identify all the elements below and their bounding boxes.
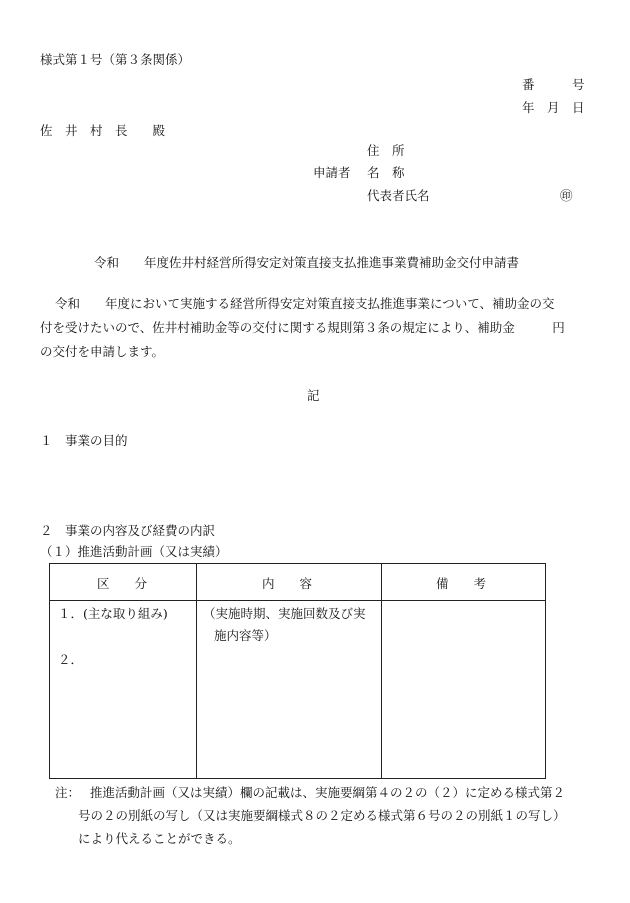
note-line-1: 推進活動計画（又は実績）欄の記載は、実施要綱第４の２の（２）に定める様式第２ xyxy=(90,785,566,800)
body-line-3: の交付を申請します。 xyxy=(40,344,165,359)
name-label: 名 称 xyxy=(367,165,405,180)
activity-plan-table xyxy=(49,563,546,779)
ki-heading: 記 xyxy=(307,388,320,403)
table-column-divider xyxy=(196,564,197,778)
document-title: 令和 年度佐井村経営所得安定対策直接支払推進事業費補助金交付申請書 xyxy=(94,255,520,270)
form-number-label: 様式第１号（第３条関係） xyxy=(40,52,191,67)
table-cell-content-line-2: 施内容等） xyxy=(214,628,277,643)
table-header-remarks: 備 考 xyxy=(436,576,487,591)
note-line-3: により代えることができる。 xyxy=(78,831,241,846)
document-number-label: 番 号 xyxy=(522,77,585,92)
applicant-label: 申請者 xyxy=(313,165,351,180)
table-header-content: 内 容 xyxy=(262,576,313,591)
table-column-divider xyxy=(381,564,382,778)
date-label: 年 月 日 xyxy=(522,100,585,115)
table-cell-category-1: １．(主な取り組み) xyxy=(58,606,168,621)
section-2-subheading: （１）推進活動計画（又は実績） xyxy=(40,544,228,559)
representative-name-label: 代表者氏名 xyxy=(367,188,430,203)
table-cell-content-line-1: （実施時期、実施回数及び実 xyxy=(203,606,366,621)
address-label: 住 所 xyxy=(367,143,405,158)
note-label: 注： xyxy=(55,785,81,800)
section-2-heading: ２ 事業の内容及び経費の内訳 xyxy=(40,523,216,538)
table-header-divider xyxy=(50,600,545,601)
note-line-2: 号の２の別紙の写し（又は実施要綱様式８の２定める様式第６号の２の別紙１の写し） xyxy=(78,808,566,823)
addressee: 佐 井 村 長 殿 xyxy=(40,123,166,138)
seal-mark: ㊞ xyxy=(560,188,573,203)
table-cell-category-2: ２． xyxy=(58,652,84,667)
section-1-heading: １ 事業の目的 xyxy=(40,433,128,448)
table-header-category: 区 分 xyxy=(97,576,148,591)
body-line-2: 付を受けたいので、佐井村補助金等の交付に関する規則第３条の規定により、補助金 円 xyxy=(40,320,565,335)
body-line-1: 令和 年度において実施する経営所得安定対策直接支払推進事業について、補助金の交 xyxy=(55,296,555,311)
